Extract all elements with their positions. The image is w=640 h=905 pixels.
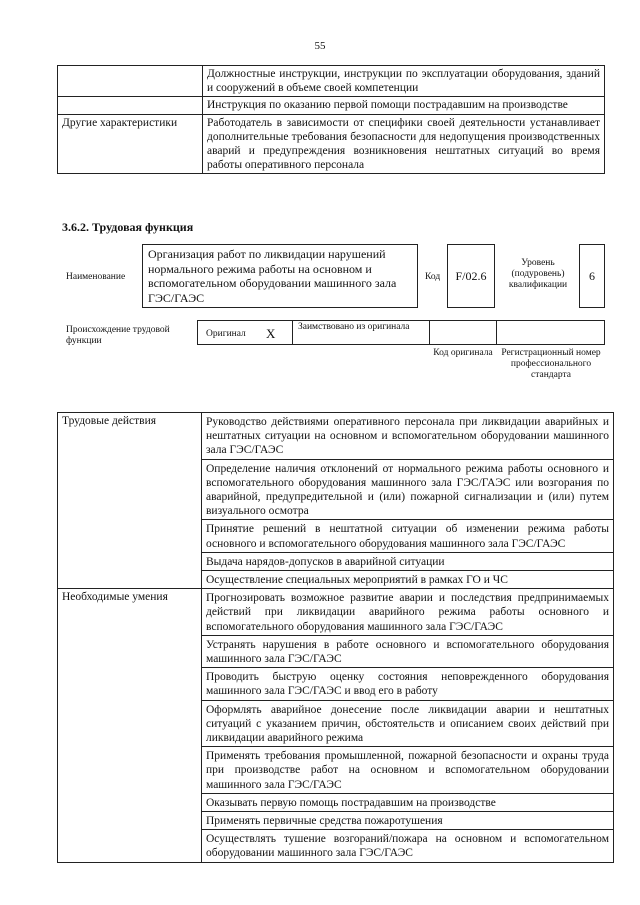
- row-label: Другие характеристики: [58, 114, 203, 174]
- borrowed-label: Заимствовано из оригинала: [298, 322, 410, 332]
- table-row: [58, 97, 605, 114]
- row-text: Инструкция по оказанию первой помощи пострадавшим на производстве: [203, 97, 605, 114]
- page-number: 55: [314, 40, 326, 52]
- skill-item: Оказывать первую помощь пострадавшим на производстве: [202, 793, 614, 811]
- section-title: 3.6.2. Трудовая функция: [62, 220, 194, 234]
- divider: [292, 321, 293, 344]
- labor-actions-label: Трудовые действия: [58, 413, 202, 589]
- code-caption: Код оригинала: [433, 348, 493, 358]
- labor-action-item: Руководство действиями оперативного персонала при ликвидации аварийных и нештатных ситуации на основном и вспомогательном оборудовании машинного зала ГЭС/ГАЭС: [202, 413, 614, 460]
- function-name: Организация работ по ликвидации нарушений нормального режима работы на основном и вспомогательном оборудовании машинного зала ГЭС/ГАЭС: [142, 244, 418, 308]
- actions-table: [57, 412, 614, 863]
- labor-action-item: Выдача нарядов-допусков в аварийной ситуации: [202, 552, 614, 570]
- origin-label: Происхождение трудовой функции: [66, 325, 170, 346]
- row-text: Работодатель в зависимости от специфики своей деятельности устанавливает дополнительные требования безопасности для недопущения производственных аварий и предупреждения возникновения нештатных ситуаций во время работы оперативного персонала: [203, 114, 605, 174]
- code-value: F/02.6: [447, 244, 495, 308]
- divider: [496, 321, 497, 344]
- code-label: Код: [425, 272, 441, 282]
- reg-caption: Регистрационный номер профессионального стандарта: [501, 348, 601, 380]
- row-label: [58, 97, 203, 114]
- row-label: [58, 66, 203, 97]
- table-row: [58, 589, 614, 636]
- skill-item: Применять требования промышленной, пожарной безопасности и охраны труда при производстве работ на основном и вспомогательном оборудовании машинного зала ГЭС/ГАЭС: [202, 747, 614, 794]
- table-row: [58, 413, 614, 460]
- table-row: [58, 66, 605, 97]
- labor-action-item: Осуществление специальных мероприятий в рамках ГО и ЧС: [202, 571, 614, 589]
- row-text: Должностные инструкции, инструкции по эксплуатации оборудования, зданий и сооружений в объеме своей компетенции: [203, 66, 605, 97]
- level-value: 6: [579, 244, 605, 308]
- skill-item: Осуществлять тушение возгораний/пожара на основном и вспомогательном оборудовании машинного зала ГЭС/ГАЭС: [202, 830, 614, 862]
- required-skills-label: Необходимые умения: [58, 589, 202, 862]
- level-label: Уровень (подуровень) квалификации: [508, 258, 568, 290]
- labor-action-item: Определение наличия отклонений от нормального режима работы основного и вспомогательного оборудования машинного зала ГЭС/ГАЭС или возгорания по аварийной, предупредительной и (или) пожарной сигнализации и (или) путем визуального осмотра: [202, 459, 614, 520]
- top-table: [57, 65, 605, 174]
- name-label: Наименование: [66, 272, 126, 282]
- original-mark: X: [266, 326, 276, 341]
- labor-action-item: Принятие решений в нештатной ситуации об изменении режима работы основного и вспомогательного оборудования машинного зала ГЭС/ГАЭС: [202, 520, 614, 552]
- skill-item: Применять первичные средства пожаротушения: [202, 812, 614, 830]
- table-row: [58, 114, 605, 174]
- skill-item: Устранять нарушения в работе основного и вспомогательного оборудования машинного зала ГЭС/ГАЭС: [202, 635, 614, 667]
- divider: [429, 321, 430, 344]
- skill-item: Проводить быструю оценку состояния неповрежденного оборудования машинного зала ГЭС/ГАЭС и ввод его в работу: [202, 668, 614, 700]
- origin-box: [197, 320, 605, 345]
- skill-item: Оформлять аварийное донесение после ликвидации аварии и нештатных ситуаций с указанием причин, обстоятельств и описанием своих действий при ликвидации аварийного режима: [202, 700, 614, 747]
- skill-item: Прогнозировать возможное развитие аварии и последствия предпринимаемых действий при ликвидации аварийного режима работы основного и вспомогательного оборудования машинного зала ГЭС/ГАЭС: [202, 589, 614, 636]
- original-label: Оригинал: [206, 329, 246, 339]
